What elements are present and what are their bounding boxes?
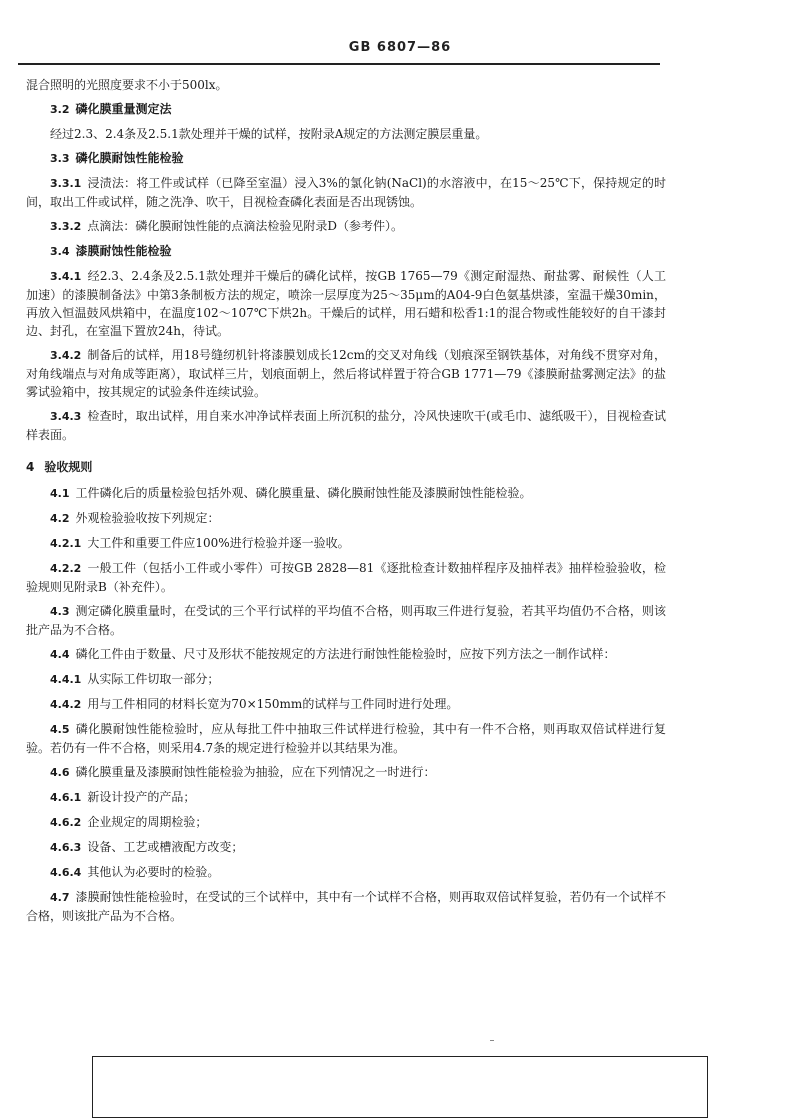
section-title: 磷化膜重量测定法 — [75, 102, 172, 116]
clause-text: 其他认为必要时的检验。 — [87, 865, 220, 879]
clause-number: 4.6.2 — [50, 816, 82, 829]
clause-number: 3.3.2 — [50, 220, 82, 233]
clause-number: 3.4.2 — [50, 349, 82, 362]
clause-paragraph — [26, 534, 666, 553]
scan-mark — [490, 1040, 494, 1041]
clause-paragraph — [26, 125, 666, 143]
clause-paragraph — [26, 838, 666, 857]
clause-number: 4.6.1 — [50, 791, 82, 804]
clause-text: 设备、工艺或槽液配方改变； — [87, 840, 244, 854]
clause-paragraph — [26, 217, 666, 236]
clause-text: 混合照明的光照度要求不小于500lx。 — [26, 78, 228, 92]
section-heading — [26, 242, 666, 261]
clause-number: 3.4.1 — [50, 270, 82, 283]
footer-frame — [92, 1056, 708, 1118]
clause-paragraph — [26, 346, 666, 401]
section-heading — [26, 149, 666, 168]
clause-number: 4.4.1 — [50, 673, 82, 686]
clause-text: 漆膜耐蚀性能检验时，在受试的三个试样中，其中有一个试样不合格，则再取双倍试样复验，若仍有一个试样不合格，则该批产品为不合格。 — [26, 890, 666, 923]
clause-paragraph — [26, 888, 666, 925]
clause-paragraph — [26, 670, 666, 689]
clause-paragraph — [26, 788, 666, 807]
clause-number: 4.6.4 — [50, 866, 82, 879]
clause-number: 4.2.2 — [50, 562, 82, 575]
clause-text: 检查时，取出试样，用自来水冲净试样表面上所沉积的盐分，冷风快速吹干(或毛巾、滤纸吸干），目视检查试样表面。 — [26, 409, 666, 442]
clause-number: 4.7 — [50, 891, 70, 904]
clause-number: 3.4 — [50, 245, 70, 258]
clause-paragraph — [26, 76, 666, 94]
clause-paragraph — [26, 763, 666, 782]
section-title: 磷化膜耐蚀性能检验 — [75, 151, 184, 165]
clause-text: 浸渍法：将工件或试样（已降至室温）浸入3%的氯化钠(NaCl)的水溶液中，在15～25℃下，保持规定的时间，取出工件或试样，随之洗净、吹干，目视检查磷化表面是否出现锈蚀。 — [26, 176, 666, 209]
clause-number: 4.6 — [50, 766, 70, 779]
clause-text: 企业规定的周期检验； — [87, 815, 208, 829]
clause-text: 磷化工件由于数量、尺寸及形状不能按规定的方法进行耐蚀性能检验时，应按下列方法之一制作试样： — [75, 647, 616, 661]
clause-paragraph — [26, 695, 666, 714]
clause-paragraph — [26, 645, 666, 664]
clause-number: 4.4 — [50, 648, 70, 661]
clause-number: 3.2 — [50, 103, 70, 116]
clause-paragraph — [26, 174, 666, 211]
clause-text: 测定磷化膜重量时，在受试的三个平行试样的平均值不合格，则再取三件进行复验，若其平均值仍不合格，则该批产品为不合格。 — [26, 604, 666, 637]
clause-paragraph — [26, 484, 666, 503]
clause-paragraph — [26, 559, 666, 596]
clause-text: 新设计投产的产品； — [87, 790, 196, 804]
clause-paragraph — [26, 407, 666, 444]
clause-number: 3.3.1 — [50, 177, 82, 190]
section-title: 漆膜耐蚀性能检验 — [75, 244, 172, 258]
clause-text: 从实际工件切取一部分； — [87, 672, 220, 686]
clause-paragraph — [26, 509, 666, 528]
clause-text: 点滴法：磷化膜耐蚀性能的点滴法检验见附录D（参考件）。 — [87, 219, 403, 233]
clause-text: 用与工件相同的材料长宽为70×150mm的试样与工件同时进行处理。 — [87, 697, 459, 711]
clause-number: 4.3 — [50, 605, 70, 618]
standard-number-header: GB 6807—86 — [348, 40, 452, 55]
clause-paragraph — [26, 602, 666, 639]
clause-number: 4.1 — [50, 487, 70, 500]
clause-number: 4 — [26, 460, 35, 474]
clause-text: 经2.3、2.4条及2.5.1款处理并干燥后的磷化试样，按GB 1765—79《测定耐湿热、耐盐雾、耐候性（人工加速）的漆膜制备法》中第3条制板方法的规定，喷涂一层厚度为25～35μm的A04-9白色氨基烘漆，室温干燥30min，再放入恒温鼓风烘箱中，在温度102～107℃下烘2h。干燥后的试样，用石蜡和松香1:1的混合物或性能较好的自干漆封边、封孔，在室温下置放24h，待试。 — [26, 269, 666, 338]
clause-text: 经过2.3、2.4条及2.5.1款处理并干燥的试样，按附录A规定的方法测定膜层重量。 — [50, 127, 488, 141]
clause-text: 外观检验验收按下列规定： — [75, 511, 220, 525]
clause-number: 3.4.3 — [50, 410, 82, 423]
clause-text: 工件磷化后的质量检验包括外观、磷化膜重量、磷化膜耐蚀性能及漆膜耐蚀性能检验。 — [75, 486, 532, 500]
clause-text: 大工件和重要工件应100%进行检验并逐一验收。 — [87, 536, 350, 550]
clause-text: 制备后的试样，用18号缝纫机针将漆膜划成长12cm的交叉对角线（划痕深至钢铁基体，对角线不贯穿对角，对角线端点与对角成等距离），取试样三片，划痕面朝上，然后将试样置于符合GB 1771—79《漆膜耐盐雾测定法》的盐雾试验箱中，按其规定的试验条件连续试验。 — [26, 348, 666, 399]
clause-number: 4.2 — [50, 512, 70, 525]
clause-paragraph — [26, 267, 666, 340]
clause-number: 4.4.2 — [50, 698, 82, 711]
chapter-heading — [26, 458, 666, 476]
document-body — [26, 76, 666, 931]
header-rule — [18, 63, 660, 65]
clause-paragraph — [26, 813, 666, 832]
clause-number: 4.2.1 — [50, 537, 82, 550]
clause-text: 一般工件（包括小工件或小零件）可按GB 2828—81《逐批检查计数抽样程序及抽样表》抽样检验验收，检验规则见附录B（补充件）。 — [26, 561, 666, 594]
section-title: 验收规则 — [44, 460, 93, 474]
clause-text: 磷化膜重量及漆膜耐蚀性能检验为抽验，应在下列情况之一时进行： — [75, 765, 436, 779]
clause-number: 4.5 — [50, 723, 70, 736]
clause-number: 3.3 — [50, 152, 70, 165]
clause-paragraph — [26, 863, 666, 882]
clause-paragraph — [26, 720, 666, 757]
clause-text: 磷化膜耐蚀性能检验时，应从每批工件中抽取三件试样进行检验，其中有一件不合格，则再取双倍试样进行复验。若仍有一件不合格，则采用4.7条的规定进行检验并以其结果为准。 — [26, 722, 666, 755]
clause-number: 4.6.3 — [50, 841, 82, 854]
section-heading — [26, 100, 666, 119]
